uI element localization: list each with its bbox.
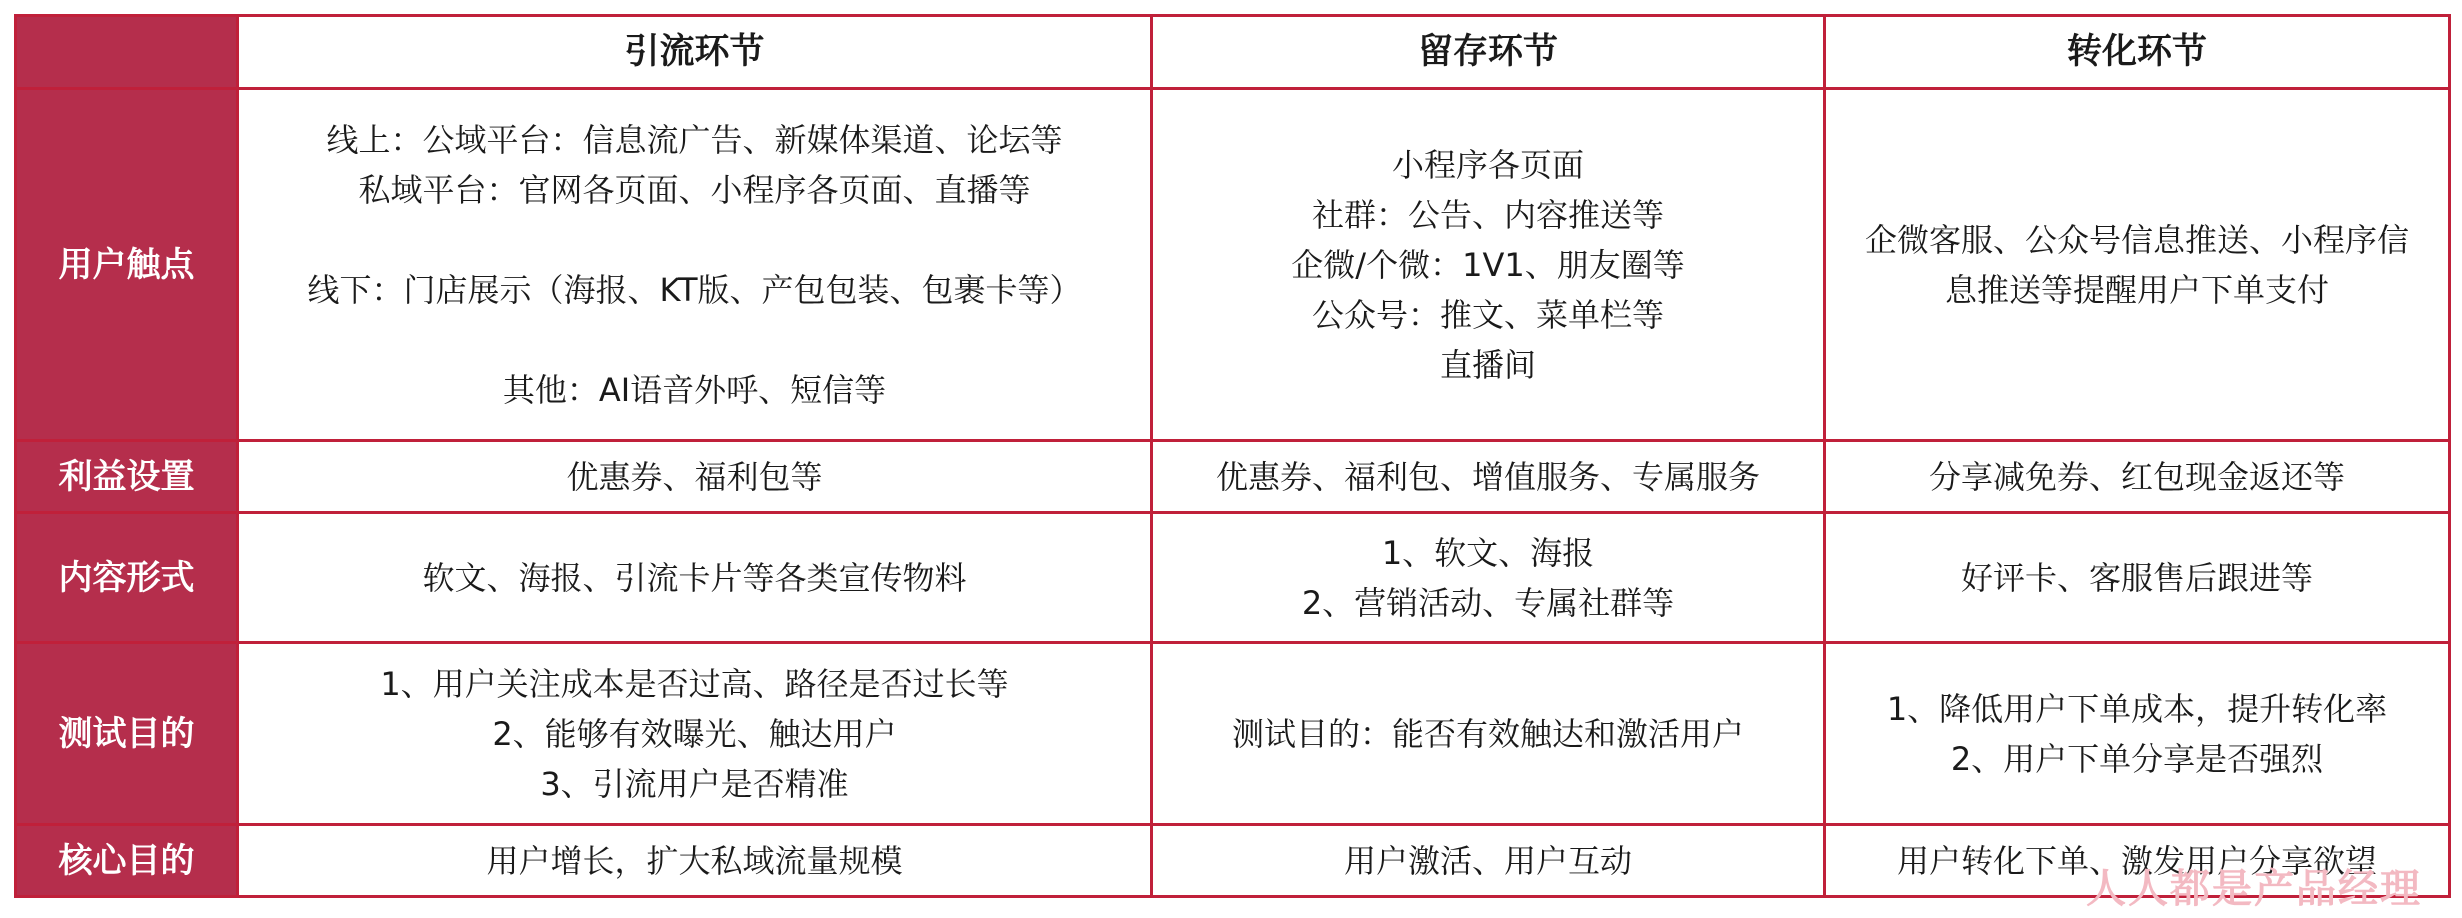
cell-line: 2、用户下单分享是否强烈 [1950,739,2324,778]
table-cell [238,441,1152,513]
cell-line: 测试目的：能否有效触达和激活用户 [1231,714,1744,753]
table-cell [1825,643,2450,825]
table-cell [1152,825,1825,897]
cell-line: 用户激活、用户互动 [1343,841,1632,880]
cell-spacer [249,215,1140,265]
table-cell [1152,643,1825,825]
cell-line: 用户增长，扩大私域流量规模 [486,841,903,880]
cell-line: 分享减免券、红包现金返还等 [1928,457,2345,496]
cell-line: 2、能够有效曝光、触达用户 [492,714,897,753]
header-row [16,16,2450,89]
cell-line: 2、营销活动、专属社群等 [1301,583,1675,622]
table-row [16,513,2450,643]
cell-line: 企微/个微：1V1、朋友圈等 [1291,245,1685,284]
cell-line: 企微客服、公众号信息推送、小程序信 [1864,220,2409,259]
cell-line: 优惠券、福利包等 [566,457,823,496]
cell-line: 直播间 [1439,345,1536,384]
column-header-retention: 留存环节 [1152,16,1825,89]
cell-line: 1、用户关注成本是否过高、路径是否过长等 [380,664,1009,703]
table-cell [1825,89,2450,441]
row-header-content-form: 内容形式 [16,513,238,643]
cell-line: 1、软文、海报 [1381,533,1595,572]
row-header-benefits: 利益设置 [16,441,238,513]
table-cell [1152,89,1825,441]
marketing-stage-table [14,14,2451,898]
cell-line: 其他：AI语音外呼、短信等 [502,370,887,409]
row-header-core-goal: 核心目的 [16,825,238,897]
row-header-touchpoints: 用户触点 [16,89,238,441]
cell-spacer [249,315,1140,365]
cell-line: 息推送等提醒用户下单支付 [1944,270,2329,309]
cell-line: 私域平台：官网各页面、小程序各页面、直播等 [358,170,1031,209]
table-row [16,643,2450,825]
table-cell [238,89,1152,441]
table-cell [238,643,1152,825]
column-header-acquisition: 引流环节 [238,16,1152,89]
cell-line: 线上：公域平台：信息流广告、新媒体渠道、论坛等 [326,120,1063,159]
table-cell [1152,513,1825,643]
table-cell [1825,441,2450,513]
table-cell [1825,513,2450,643]
table-cell [238,825,1152,897]
cell-line: 公众号：推文、菜单栏等 [1311,295,1664,334]
watermark-logo: 人人都是产品经理 [2086,866,2422,912]
corner-cell [16,16,238,89]
cell-line: 3、引流用户是否精准 [540,764,849,803]
table-cell [1152,441,1825,513]
cell-line: 优惠券、福利包、增值服务、专属服务 [1215,457,1760,496]
cell-line: 社群：公告、内容推送等 [1311,195,1664,234]
row-header-test-goal: 测试目的 [16,643,238,825]
column-header-conversion: 转化环节 [1825,16,2450,89]
cell-line: 小程序各页面 [1391,145,1584,184]
table-row [16,825,2450,897]
cell-line: 软文、海报、引流卡片等各类宣传物料 [422,558,967,597]
cell-line: 好评卡、客服售后跟进等 [1960,558,2313,597]
cell-line: 用户转化下单、激发用户分享欲望 [1896,841,2377,880]
cell-line: 线下：门店展示（海报、KT版、产包包装、包裹卡等） [307,270,1082,309]
table-row [16,89,2450,441]
table-cell [238,513,1152,643]
table-row [16,441,2450,513]
cell-line: 1、降低用户下单成本，提升转化率 [1886,689,2388,728]
